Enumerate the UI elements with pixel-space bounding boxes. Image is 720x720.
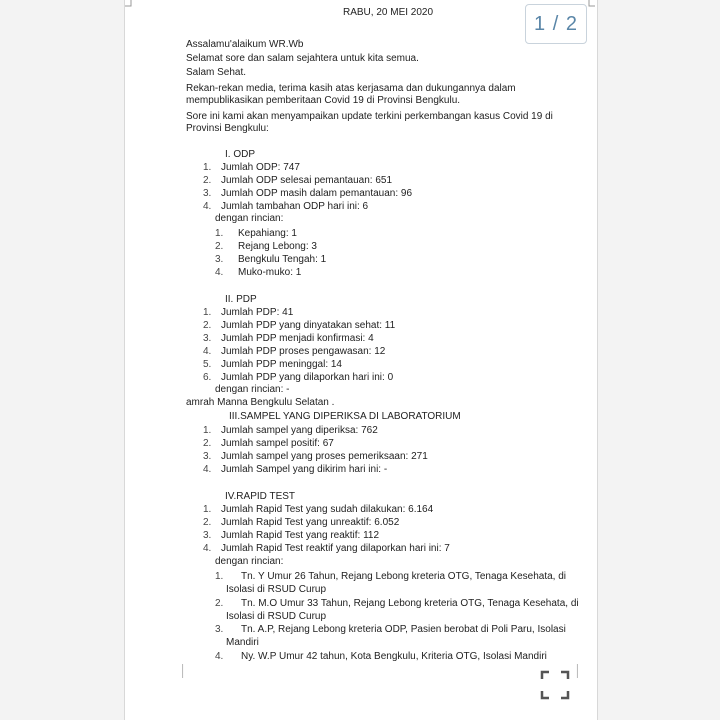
list-number: 1.	[215, 571, 224, 582]
list-item: Jumlah Sampel yang dikirim hari ini: -	[221, 464, 388, 475]
section-title-odp: I. ODP	[225, 149, 256, 160]
list-item: Kepahiang: 1	[238, 228, 297, 239]
document-page[interactable]	[124, 0, 598, 720]
list-number: 6.	[203, 372, 212, 383]
intro-line: Sore ini kami akan menyampaikan update terkini perkembangan kasus Covid 19 di	[186, 111, 553, 122]
list-number: 1.	[203, 504, 212, 515]
list-number: 1.	[203, 307, 212, 318]
list-number: 2.	[203, 517, 212, 528]
list-number: 1.	[203, 162, 212, 173]
list-item: Jumlah tambahan ODP hari ini: 6	[221, 201, 369, 212]
list-item: Jumlah PDP menjadi konfirmasi: 4	[221, 333, 374, 344]
list-item: Tn. A.P, Rejang Lebong kreteria ODP, Pasien berobat di Poli Paru, Isolasi	[241, 624, 566, 635]
fullscreen-icon[interactable]	[540, 670, 570, 700]
list-number: 2.	[203, 320, 212, 331]
list-item: Jumlah ODP selesai pemantauan: 651	[221, 175, 393, 186]
list-item: Tn. M.O Umur 33 Tahun, Rejang Lebong kreteria OTG, Tenaga Kesehata, di	[241, 598, 579, 609]
page-indicator: 1 / 2	[525, 4, 587, 44]
intro-line: Provinsi Bengkulu:	[186, 123, 269, 134]
orphan-text-line: amrah Manna Bengkulu Selatan .	[186, 397, 335, 408]
section-title-pdp: II. PDP	[225, 294, 257, 305]
detail-label: dengan rincian:	[215, 556, 284, 567]
greeting-line: Assalamu'alaikum WR.Wb	[186, 39, 304, 50]
list-number: 2.	[215, 598, 224, 609]
list-number: 4.	[215, 651, 224, 662]
list-number: 4.	[203, 464, 212, 475]
list-number: 3.	[203, 188, 212, 199]
list-item: Ny. W.P Umur 42 tahun, Kota Bengkulu, Kriteria OTG, Isolasi Mandiri	[241, 651, 547, 662]
list-item: Jumlah Rapid Test yang reaktif: 112	[221, 530, 380, 541]
list-item: Jumlah Rapid Test yang unreaktif: 6.052	[221, 517, 400, 528]
intro-line: mempublikasikan pemberitaan Covid 19 di Provinsi Bengkulu.	[186, 95, 461, 106]
list-item: Jumlah Rapid Test yang sudah dilakukan: 6.164	[221, 504, 434, 515]
detail-label: dengan rincian: -	[215, 384, 290, 395]
list-number: 3.	[215, 624, 224, 635]
list-item-continuation: Mandiri	[226, 637, 259, 648]
document-date: RABU, 20 MEI 2020	[343, 7, 434, 18]
list-item: Jumlah PDP meninggal: 14	[221, 359, 342, 370]
list-item-continuation: Isolasi di RSUD Curup	[226, 611, 327, 622]
list-item: Jumlah sampel yang diperiksa: 762	[221, 425, 378, 436]
list-number: 1.	[203, 425, 212, 436]
list-number: 3.	[215, 254, 224, 265]
list-number: 3.	[203, 530, 212, 541]
section-title-rapid-test: IV.RAPID TEST	[225, 491, 296, 502]
list-item: Jumlah PDP yang dilaporkan hari ini: 0	[221, 372, 394, 383]
list-number: 3.	[203, 451, 212, 462]
list-number: 5.	[203, 359, 212, 370]
list-item: Muko-muko: 1	[238, 267, 302, 278]
section-title-sampel: III.SAMPEL YANG DIPERIKSA DI LABORATORIUM	[229, 411, 461, 422]
list-number: 2.	[203, 175, 212, 186]
list-item: Jumlah ODP: 747	[221, 162, 300, 173]
intro-line: Salam Sehat.	[186, 67, 247, 78]
crop-mark-bottom-right-icon	[571, 664, 585, 678]
list-item: Jumlah PDP proses pengawasan: 12	[221, 346, 386, 357]
list-item: Bengkulu Tengah: 1	[238, 254, 327, 265]
intro-line: Selamat sore dan salam sejahtera untuk kita semua.	[186, 53, 419, 64]
list-number: 4.	[203, 543, 212, 554]
list-item-continuation: Isolasi di RSUD Curup	[226, 584, 327, 595]
list-number: 4.	[203, 201, 212, 212]
intro-line: Rekan-rekan media, terima kasih atas kerjasama dan dukungannya dalam	[186, 83, 516, 94]
list-item: Jumlah PDP yang dinyatakan sehat: 11	[221, 320, 396, 331]
list-item: Jumlah Rapid Test reaktif yang dilaporkan hari ini: 7	[221, 543, 450, 554]
list-item: Jumlah sampel yang proses pemeriksaan: 271	[221, 451, 428, 462]
list-number: 4.	[215, 267, 224, 278]
detail-label: dengan rincian:	[215, 213, 284, 224]
list-item: Tn. Y Umur 26 Tahun, Rejang Lebong kreteria OTG, Tenaga Kesehata, di	[241, 571, 567, 582]
list-number: 2.	[203, 438, 212, 449]
list-item: Rejang Lebong: 3	[238, 241, 317, 252]
crop-mark-top-left-icon	[125, 0, 139, 14]
list-number: 2.	[215, 241, 224, 252]
list-item: Jumlah PDP: 41	[221, 307, 294, 318]
list-item: Jumlah ODP masih dalam pemantauan: 96	[221, 188, 413, 199]
list-number: 1.	[215, 228, 224, 239]
list-number: 4.	[203, 346, 212, 357]
list-item: Jumlah sampel positif: 67	[221, 438, 334, 449]
list-number: 3.	[203, 333, 212, 344]
crop-mark-bottom-left-icon	[175, 664, 189, 678]
